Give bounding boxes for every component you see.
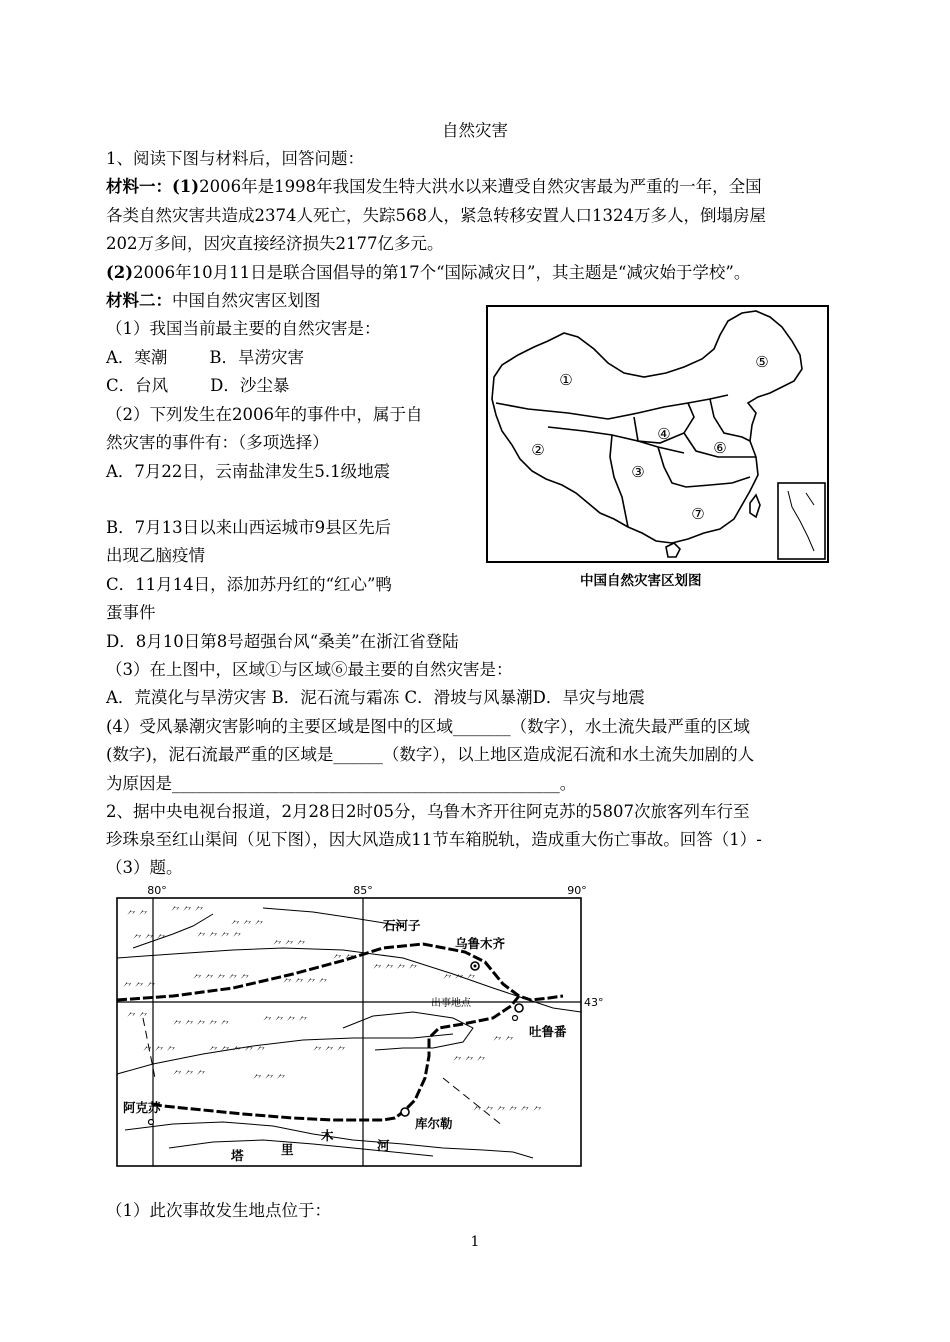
china-hazard-map-caption: 中国自然灾害区划图	[580, 573, 702, 589]
material-1-para-2-text: 2006年10月11日是联合国倡导的第17个“国际减灾日”，其主题是“减灾始于学校”。	[133, 263, 751, 282]
tarim-label-1: 塔	[231, 1148, 244, 1163]
svg-text:⺈ ⺈ ⺈: ⺈ ⺈ ⺈	[133, 935, 166, 945]
accident-site-label: 出事地点	[431, 998, 471, 1009]
region-3-label: ③	[631, 463, 645, 481]
svg-text:⺈ ⺈ ⺈: ⺈ ⺈ ⺈	[173, 1071, 206, 1081]
q2-line-2: 珍珠泉至红山渠间（见下图），因大风造成11节车箱脱轨，造成重大伤亡事故。回答（1）-	[106, 830, 762, 849]
material-1-label: 材料一：(1)	[106, 177, 200, 196]
tarim-label-2: 里	[281, 1142, 294, 1157]
svg-text:⺈ ⺈ ⺈: ⺈ ⺈ ⺈	[443, 975, 476, 985]
south-china-sea-inset	[778, 483, 825, 559]
sub-question-2-option-b-1: B．7月13日以来山西运城市9县区先后	[106, 518, 392, 537]
sub-question-4-line-1: (4）受风暴潮灾害影响的主要区域是图中的区域_______（数字），水土流失最严重的区域	[106, 717, 750, 736]
sub-question-2-option-a: A．7月22日，云南盐津发生5.1级地震	[106, 462, 391, 481]
longitude-80-label: 80°	[147, 884, 167, 897]
sub-question-2-option-d: D．8月10日第8号超强台风“桑美”在浙江省登陆	[106, 632, 459, 651]
page-title: 自然灾害	[442, 121, 508, 140]
china-outline	[492, 311, 802, 543]
sub-question-2-option-c-1: C．11月14日，添加苏丹红的“红心”鸭	[106, 575, 392, 594]
region-1-label: ①	[559, 371, 573, 389]
boundary-7	[710, 399, 750, 441]
svg-text:⺈ ⺈: ⺈ ⺈	[333, 955, 354, 965]
material-1-para-2	[106, 261, 750, 285]
svg-text:⺈ ⺈: ⺈ ⺈	[127, 911, 148, 921]
q2-line-3: （3）题。	[106, 858, 183, 877]
korla-marker	[401, 1108, 409, 1116]
svg-text:⺈ ⺈ ⺈ ⺈ ⺈: ⺈ ⺈ ⺈ ⺈ ⺈	[209, 1047, 266, 1057]
svg-text:⺈ ⺈ ⺈: ⺈ ⺈ ⺈	[273, 941, 306, 951]
tarim-label-4: 河	[377, 1138, 390, 1153]
accident-site-marker	[515, 1004, 523, 1012]
svg-text:⺈ ⺈ ⺈: ⺈ ⺈ ⺈	[313, 1047, 346, 1057]
material-1-line-2: 各类自然灾害共造成2374人死亡，失踪568人，紧急转移安置人口1324万多人，倒塌房屋	[106, 206, 766, 225]
turpan-marker	[513, 1016, 518, 1021]
svg-text:⺈ ⺈ ⺈: ⺈ ⺈ ⺈	[231, 921, 264, 931]
page-number: 1	[470, 1234, 480, 1250]
svg-text:⺈ ⺈ ⺈: ⺈ ⺈ ⺈	[453, 1057, 486, 1067]
longitude-85-label: 85°	[353, 884, 373, 897]
svg-text:⺈ ⺈ ⺈ ⺈: ⺈ ⺈ ⺈ ⺈	[283, 979, 328, 989]
xinjiang-accident-map	[113, 878, 604, 1170]
region-5-label: ⑤	[755, 353, 769, 371]
svg-text:⺈ ⺈: ⺈ ⺈	[493, 1037, 514, 1047]
region-7-label: ⑦	[691, 505, 705, 523]
latitude-43-label: 43°	[584, 996, 604, 1009]
sub-question-2-option-b-2: 出现乙脑疫情	[106, 546, 205, 565]
q2-sub-question-1: （1）此次事故发生地点位于：	[106, 1201, 331, 1220]
sub-question-2-line-1: （2）下列发生在2006年的事件中，属于自	[106, 405, 423, 424]
sub-question-4-line-3: 为原因是_______________________________________________。	[106, 774, 577, 793]
svg-text:⺈ ⺈ ⺈: ⺈ ⺈ ⺈	[123, 983, 156, 993]
turpan-label: 吐鲁番	[529, 1024, 567, 1039]
sub-question-1-options-cd: C．台风 D．沙尘暴	[106, 376, 290, 395]
q2-line-1: 2、据中央电视台报道，2月28日2时05分，乌鲁木齐开往阿克苏的5807次旅客列车行至	[106, 802, 750, 821]
region-6-label: ⑥	[713, 439, 727, 457]
region-2-label: ②	[531, 441, 545, 459]
svg-text:⺈ ⺈ ⺈: ⺈ ⺈ ⺈	[253, 1075, 286, 1085]
svg-text:⺈ ⺈ ⺈ ⺈: ⺈ ⺈ ⺈ ⺈	[373, 965, 418, 975]
material-1-line-1	[106, 175, 762, 199]
svg-text:⺈ ⺈ ⺈ ⺈ ⺈: ⺈ ⺈ ⺈ ⺈ ⺈	[473, 1107, 530, 1117]
region-4-label: ④	[657, 425, 671, 443]
sub-question-3-options: A．荒漠化与旱涝灾害 B．泥石流与霜冻 C．滑坡与风暴潮D．旱灾与地震	[106, 688, 645, 707]
urumqi-label: 乌鲁木齐	[455, 936, 506, 951]
china-hazard-map	[486, 305, 829, 563]
svg-text:⺈: ⺈	[533, 1107, 543, 1117]
hainan-island	[666, 543, 680, 557]
sub-question-4-line-2: (数字)，泥石流最严重的区域是______（数字），以上地区造成泥石流和水土流失加剧的人	[106, 745, 755, 764]
sub-question-2-option-c-2: 蛋事件	[106, 603, 156, 622]
svg-text:⺈ ⺈ ⺈: ⺈ ⺈ ⺈	[143, 1047, 176, 1057]
svg-text:⺈ ⺈ ⺈ ⺈ ⺈: ⺈ ⺈ ⺈ ⺈ ⺈	[173, 1021, 230, 1031]
material-1-text-1: 2006年是1998年我国发生特大洪水以来遭受自然灾害最为严重的一年，全国	[199, 177, 762, 196]
aksu-label: 阿克苏	[123, 1100, 161, 1115]
longitude-90-label: 90°	[567, 884, 587, 897]
q1-intro: 1、阅读下图与材料后，回答问题：	[106, 149, 364, 168]
xinjiang-accident-map-svg	[113, 878, 604, 1170]
svg-text:⺈ ⺈ ⺈: ⺈ ⺈ ⺈	[171, 907, 204, 917]
svg-text:⺈ ⺈: ⺈ ⺈	[127, 1013, 148, 1023]
boundary-3	[610, 435, 628, 527]
sub-question-1: （1）我国当前最主要的自然灾害是：	[106, 319, 381, 338]
sub-question-1-options-ab: A．寒潮 B．旱涝灾害	[106, 348, 304, 367]
aksu-marker	[149, 1120, 154, 1125]
svg-text:⺈ ⺈ ⺈ ⺈: ⺈ ⺈ ⺈ ⺈	[263, 1017, 308, 1027]
svg-text:⺈ ⺈ ⺈ ⺈: ⺈ ⺈ ⺈ ⺈	[197, 933, 242, 943]
sub-question-3: （3）在上图中，区域①与区域⑥最主要的自然灾害是：	[106, 660, 513, 679]
shihezi-label: 石河子	[383, 918, 421, 933]
material-2-text: 中国自然灾害区划图	[172, 291, 321, 310]
korla-label: 库尔勒	[415, 1116, 453, 1131]
svg-text:⺈ ⺈ ⺈ ⺈ ⺈: ⺈ ⺈ ⺈ ⺈ ⺈	[193, 975, 250, 985]
sub-question-2-line-2: 然灾害的事件有：（多项选择）	[106, 433, 329, 452]
taiwan-island	[750, 495, 760, 517]
tarim-label-3: 木	[321, 1128, 334, 1143]
material-1-para-2-label: (2)	[106, 263, 134, 282]
material-2	[106, 289, 321, 313]
material-2-label: 材料二：	[106, 291, 172, 310]
china-hazard-map-svg	[488, 307, 827, 561]
material-1-line-3: 202万多间，因灾直接经济损失2177亿多元。	[106, 234, 444, 253]
